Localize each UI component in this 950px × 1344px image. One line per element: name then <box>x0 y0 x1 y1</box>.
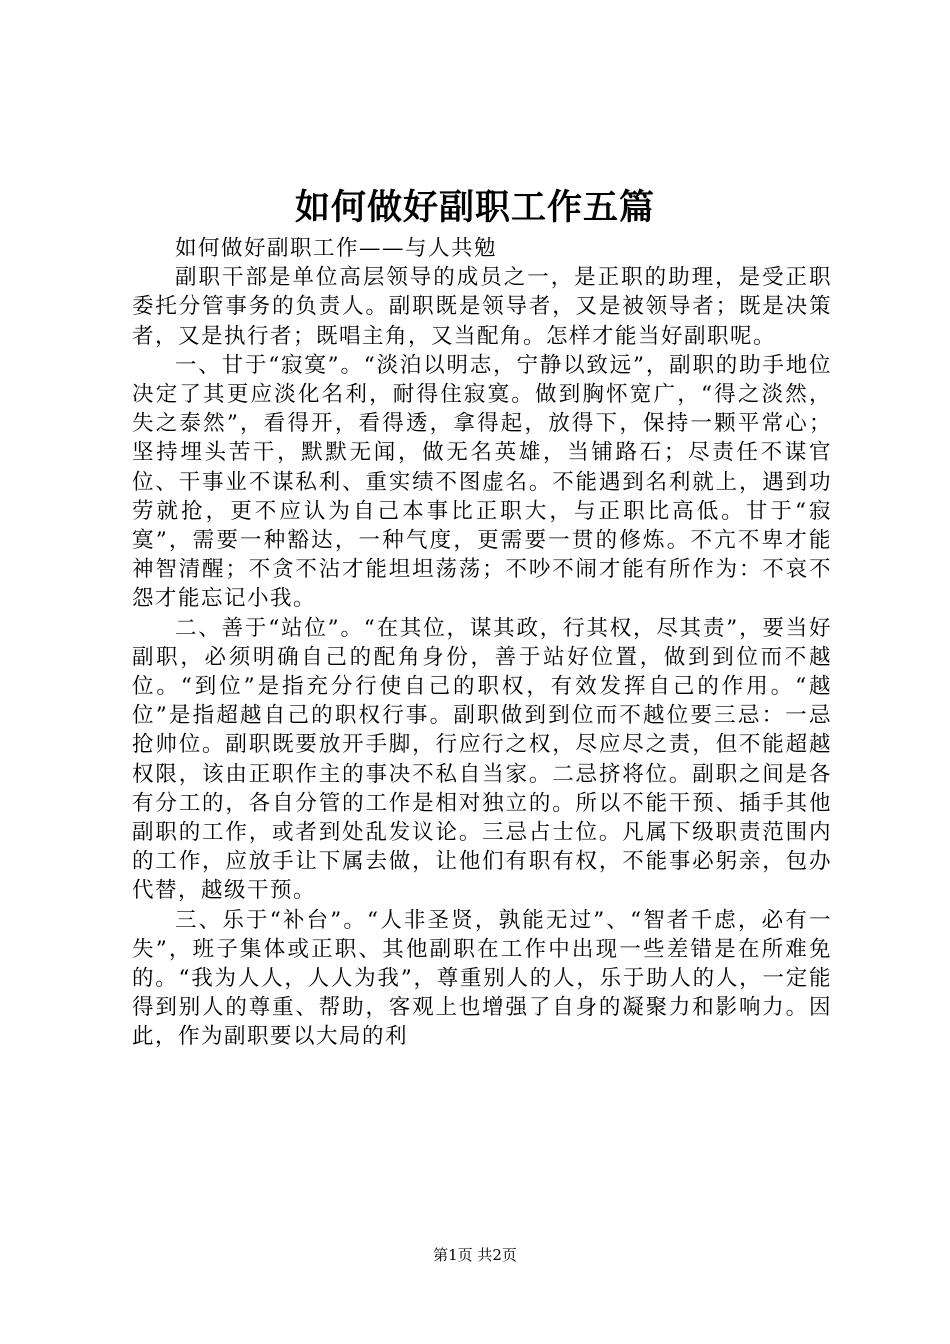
paragraph-intro: 副职干部是单位高层领导的成员之一，是正职的助理，是受正职委托分管事务的负责人。副职既是领导者，又是被领导者；既是决策者，又是执行者；既唱主角，又当配角。怎样才能当好副职呢。 <box>132 265 832 349</box>
document-title: 如何做好副职工作五篇 <box>294 187 655 228</box>
paragraph-section-3: 三、乐于“补台”。“人非圣贤，孰能无过”、“智者千虑，必有一失”，班子集体或正职、其他副职在工作中出现一些差错是在所难免的。“我为人人，人人为我”，尊重别人的人，乐于助人的人，一定能得到别人的尊重、帮助，客观上也增强了自身的凝聚力和影响力。因此，作为副职要以大局的利 <box>132 907 832 1050</box>
paragraph-section-1: 一、甘于“寂寞”。“淡泊以明志，宁静以致远”，副职的助手地位决定了其更应淡化名利，耐得住寂寞。做到胸怀宽广，“得之淡然，失之泰然”，看得开，看得透，拿得起，放得下，保持一颗平常心；坚持埋头苦干，默默无闻，做无名英雄，当铺路石；尽责任不谋官位、干事业不谋私利、重实绩不图虚名。不能遇到名利就上，遇到功劳就抢，更不应认为自己本事比正职大，与正职比高低。甘于“寂寞”，需要一种豁达，一种气度，更需要一贯的修炼。不亢不卑才能神智清醒；不贪不沾才能坦坦荡荡；不吵不闹才能有所作为：不哀不怨才能忘记小我。 <box>132 352 832 612</box>
paragraph-subtitle: 如何做好副职工作——与人共勉 <box>175 236 498 261</box>
page-number-footer: 第1页 共2页 <box>433 1246 517 1264</box>
document-body <box>132 234 832 1052</box>
paragraph-section-2: 二、善于“站位”。“在其位，谋其政，行其权，尽其责”，要当好副职，必须明确自己的配角身份，善于站好位置，做到到位而不越位。“到位”是指充分行使自己的职权，有效发挥自己的作用。“越位”是指超越自己的职权行事。副职做到到位而不越位要三忌：一忌抢帅位。副职既要放开手脚，行应行之权，尽应尽之责，但不能超越权限，该由正职作主的事决不私自当家。二忌挤将位。副职之间是各有分工的，各自分管的工作是相对独立的。所以不能干预、插手其他副职的工作，或者到处乱发议论。三忌占士位。凡属下级职责范围内的工作，应放手让下属去做，让他们有职有权，不能事必躬亲，包办代替，越级干预。 <box>132 615 832 904</box>
